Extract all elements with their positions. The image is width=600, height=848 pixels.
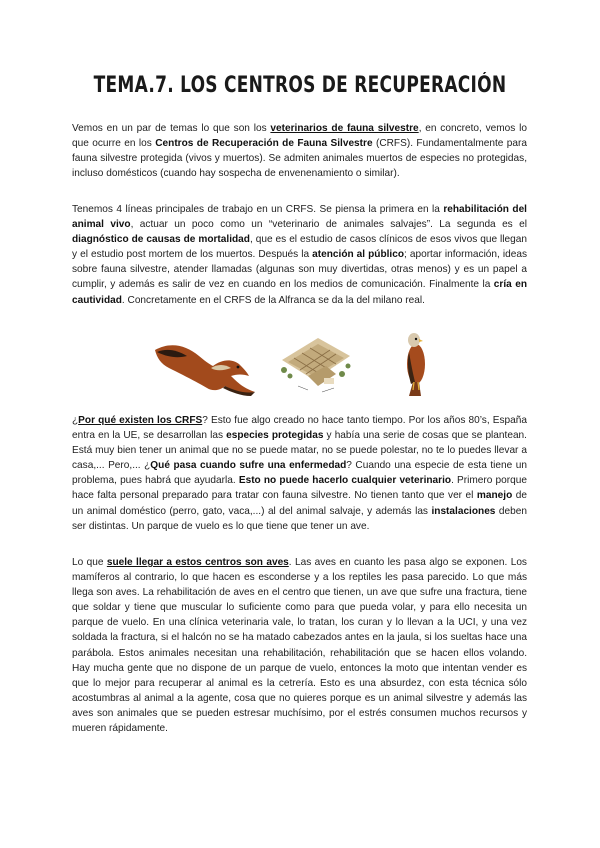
bold-text: instalaciones: [431, 505, 496, 517]
text: Lo que: [72, 557, 107, 568]
text: Vemos en un par de temas lo que son los: [72, 123, 271, 134]
bold-text: Centros de Recuperación de Fauna Silvestre: [155, 138, 373, 150]
text: (CRFS). Fundamentalmente para fauna silvestre protegida (vivos y muertos). Se admiten animales muertos de especies no protegidas, incluso domésticos (cuando hay sospecha de envenenamiento o similar).: [72, 138, 527, 180]
text: ? Esto fue algo creado no hace tanto tiempo. Por los años 80’s, España entra en la UE, se desarrollan las: [72, 415, 527, 442]
bold-text: diagnóstico de causas de mortalidad: [72, 234, 250, 246]
paragraph-intro: [72, 121, 527, 181]
bold-text: atención al público: [312, 249, 405, 261]
text: , en concreto, vemos lo que ocurre en los: [72, 123, 527, 150]
recovery-center-aerial-image: [278, 330, 353, 398]
page-title: TEMA.7. LOS CENTROS DE RECUPERACIÓN: [93, 73, 507, 98]
bold-text: especies protegidas: [226, 430, 324, 442]
text: , que es el estudio de casos clínicos de esos vivos que llegan y el estudio post mortem de los muertos. Después la: [72, 234, 527, 261]
bold-text: manejo: [476, 490, 513, 502]
text: deben ser distintas. Un parque de vuelo es lo que tiene que tener un ave.: [72, 505, 527, 532]
bold-text: suele llegar a estos centros son aves: [106, 557, 289, 568]
bold-text: rehabilitación del animal vivo: [72, 204, 527, 231]
flying-red-kite-image: [151, 330, 261, 400]
bold-text: cría en cautividad: [72, 279, 527, 306]
text: Tenemos 4 líneas principales de trabajo en un CRFS. Se piensa la primera en la: [72, 204, 444, 215]
bold-text: Esto no puede hacerlo cualquier veterinario: [238, 475, 452, 487]
text: . Primero porque hace falta personal preparado para tratar con fauna silvestre. No tienen tanto que ver el: [72, 475, 527, 502]
text: de un animal doméstico (perro, gato, vaca,...) al del animal salvaje, y además las: [72, 490, 527, 517]
text: ? Cuando una especie de esta tiene un problema, pues habrá que ayudarla.: [72, 460, 527, 487]
bold-text: veterinarios de fauna silvestre: [270, 123, 419, 134]
perched-red-kite-image: [399, 330, 433, 400]
text: ¿: [72, 415, 79, 426]
bold-text: Qué pasa cuando sufre una enfermedad: [150, 460, 347, 472]
text: . Las aves en cuanto les pasa algo se exponen. Los mamíferos al contrario, lo que hacen es esconderse y a los reptiles les pasa parecido. Lo que más llega son aves. La rehabilitación de aves en el centro que tienen, un ave que sufre una fractura, tiene que soldar y tiene que muscular lo suficiente como para que pueda volar, y para ello necesita un parque de vuelo. En una clínica veterinaria vale, lo tratan, los curan y lo llevan a la UCI, y una vez soldada la fractura, si el halcón no se ha matado cabezados antes en la jaula, si los sueltas hace una parábola. Estos animales necesitan una rehabilitación, rehabilitación que se hacen ellos volando. Hay mucha gente que no dispone de un parque de vuelo, entonces la moto que intentan vender es que lo mejor para recuperar al animal es la cetrería. Esto es una absurdez, con esta técnica sólo acostumbras al animal a la agente, cosa que no quieres porque es un animal silvestre y además las aves son animales que se pueden estresar muchísimo, por el estrés consumen muchos recursos y mueren rápidamente.: [72, 557, 527, 735]
text: y había una serie de cosas que se plantean. Está muy bien tener un animal que no se puede matar, no se puede polestar, no te lo puedes llevar a casa,... Pero,... ¿: [72, 430, 527, 472]
paragraph-birds: [72, 555, 527, 736]
text: , actuar un poco como un “veterinario de animales salvajes”. La segunda es el: [130, 219, 527, 231]
text: ; aportar información, ideas sobre fauna silvestre, atender llamadas (algunas son muy divertidas, otras menos) y es un papel a cumplir, y además es salir de vez en cuando en los medios de comunicación. Finalmente la: [72, 249, 528, 291]
paragraph-work-lines: [72, 202, 527, 308]
text: . Concretamente en el CRFS de la Alfranca se da la del milano real.: [121, 294, 425, 306]
bold-text: Por qué existen los CRFS: [78, 415, 203, 426]
paragraph-why-crfs: [72, 413, 527, 534]
